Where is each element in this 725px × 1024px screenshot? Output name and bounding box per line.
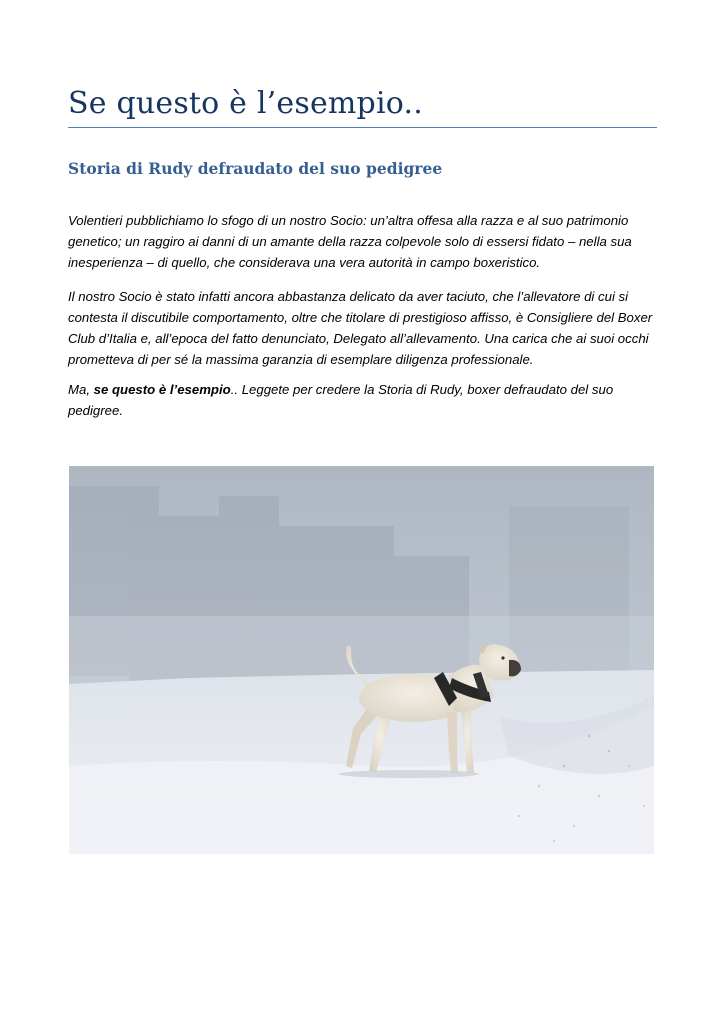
dog-in-snow-photo [69, 466, 654, 854]
intro-paragraph: Volentieri pubblichiamo lo sfogo di un nostro Socio: un’altra offesa alla razza e al suo patrimonio genetico; un raggiro ai danni di un amante della razza colpevole solo di essersi fidato – nella sua inesperienza – di quello, che considerava una vera autorità in campo boxeristico. [68, 213, 632, 270]
title-underline [68, 127, 657, 128]
closing-paragraph-start: Ma, [68, 382, 94, 397]
article-subtitle: Storia di Rudy defraudato del suo pedigree [68, 159, 443, 178]
closing-paragraph [68, 379, 658, 421]
body-paragraph: Il nostro Socio è stato infatti ancora abbastanza delicato da aver taciuto, che l’allevatore di cui si contesta il discutibile comportamento, oltre che titolare di prestigioso affisso, è Consigliere del Boxer Club d’Italia e, all’epoca del fatto denunciato, Delegato all’allevamento. Una carica che ai suoi occhi prometteva di per sé la massima garanzia di esemplare diligenza professionale. [68, 289, 653, 367]
page-title: Se questo è l’esempio.. [68, 86, 423, 121]
closing-paragraph-end: .. Leggete per credere la Storia di Rudy, boxer defraudato del suo pedigree. [68, 382, 614, 418]
closing-paragraph-emphasis: se questo è l’esempio [93, 382, 231, 397]
